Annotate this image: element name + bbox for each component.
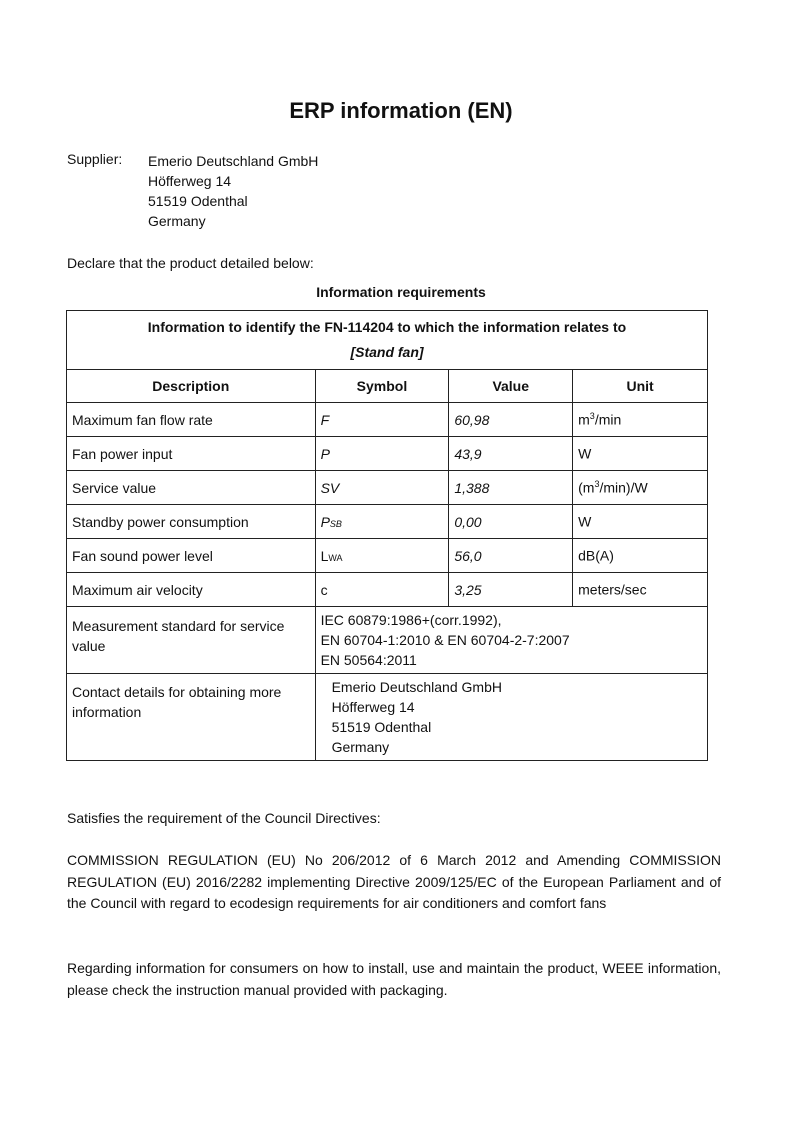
- standard-line: IEC 60879:1986+(corr.1992),: [320, 612, 502, 628]
- cell-description: Maximum air velocity: [67, 573, 316, 607]
- measurement-standards: [315, 607, 707, 674]
- table-row: [67, 437, 708, 471]
- cell-value: 1,388: [449, 471, 573, 505]
- table-row: [67, 505, 708, 539]
- table-row: [67, 573, 708, 607]
- cell-unit: W: [573, 437, 708, 471]
- column-header-value: Value: [449, 370, 573, 403]
- column-header-row: [67, 370, 708, 403]
- supplier-line: Germany: [148, 213, 206, 229]
- ident-header-cell: [67, 311, 708, 370]
- contact-line: Germany: [331, 739, 390, 755]
- column-header-description: Description: [67, 370, 316, 403]
- contact-line: 51519 Odenthal: [331, 719, 432, 735]
- cell-unit: $m^3/\min$: [573, 403, 708, 437]
- cell-unit: meters/sec: [573, 573, 708, 607]
- cell-unit: W: [573, 505, 708, 539]
- measurement-row: [67, 607, 708, 674]
- supplier-line: Emerio Deutschland GmbH: [148, 153, 319, 169]
- supplier-address: [148, 151, 318, 231]
- standard-line: EN 50564:2011: [320, 652, 417, 668]
- cell-description: Service value: [67, 471, 316, 505]
- cell-symbol: SV: [315, 471, 449, 505]
- table-row: [67, 403, 708, 437]
- contact-label: Contact details for obtaining more information: [67, 674, 316, 761]
- regulation-text: COMMISSION REGULATION (EU) No 206/2012 of 6 March 2012 and Amending COMMISSION REGULATION (EU) 2016/2282 implementing Directive 2009/125/EC of the European Parliament and of the Council with regard to ecodesign requirements for air conditioners and comfort fans: [67, 852, 721, 911]
- ident-header-row: [67, 311, 708, 370]
- satisfies-text: Satisfies the requirement of the Council Directives:: [67, 810, 381, 826]
- cell-value: 56,0: [449, 539, 573, 573]
- cell-value: 60,98: [449, 403, 573, 437]
- table-row: [67, 539, 708, 573]
- ident-line: Information to identify the FN-114204 to which the information relates to: [147, 319, 627, 335]
- cell-symbol: PSB: [315, 505, 449, 539]
- contact-line: Emerio Deutschland GmbH: [331, 679, 502, 695]
- cell-description: Maximum fan flow rate: [67, 403, 316, 437]
- cell-unit: dB(A): [573, 539, 708, 573]
- page-title: ERP information (EN): [289, 98, 513, 123]
- cell-symbol: c: [315, 573, 449, 607]
- standard-line: EN 60704-1:2010 & EN 60704-2-7:2007: [320, 632, 570, 648]
- cell-symbol: P: [315, 437, 449, 471]
- cell-description: Standby power consumption: [67, 505, 316, 539]
- column-header-unit: Unit: [573, 370, 708, 403]
- cell-symbol: LWA: [315, 539, 449, 573]
- supplier-line: Höfferweg 14: [148, 173, 232, 189]
- contact-address: [315, 674, 707, 761]
- cell-value: 43,9: [449, 437, 573, 471]
- contact-row: [67, 674, 708, 761]
- column-header-symbol: Symbol: [315, 370, 449, 403]
- regarding-text: Regarding information for consumers on how to install, use and maintain the product, WEEE information, please check the instruction manual provided with packaging.: [67, 960, 721, 998]
- requirements-heading: Information requirements: [316, 284, 486, 300]
- cell-description: Fan power input: [67, 437, 316, 471]
- declare-text: Declare that the product detailed below:: [67, 255, 314, 271]
- supplier-label: Supplier:: [67, 151, 123, 167]
- cell-description: Fan sound power level: [67, 539, 316, 573]
- table-row: [67, 471, 708, 505]
- cell-value: 0,00: [449, 505, 573, 539]
- erp-table: [66, 310, 708, 761]
- cell-unit: $(m^3/\min)/W$: [573, 471, 708, 505]
- cell-symbol: F: [315, 403, 449, 437]
- cell-value: 3,25: [449, 573, 573, 607]
- product-type: [Stand fan]: [350, 344, 424, 360]
- measurement-label: Measurement standard for service value: [67, 607, 316, 674]
- contact-line: Höfferweg 14: [331, 699, 415, 715]
- supplier-line: 51519 Odenthal: [148, 193, 248, 209]
